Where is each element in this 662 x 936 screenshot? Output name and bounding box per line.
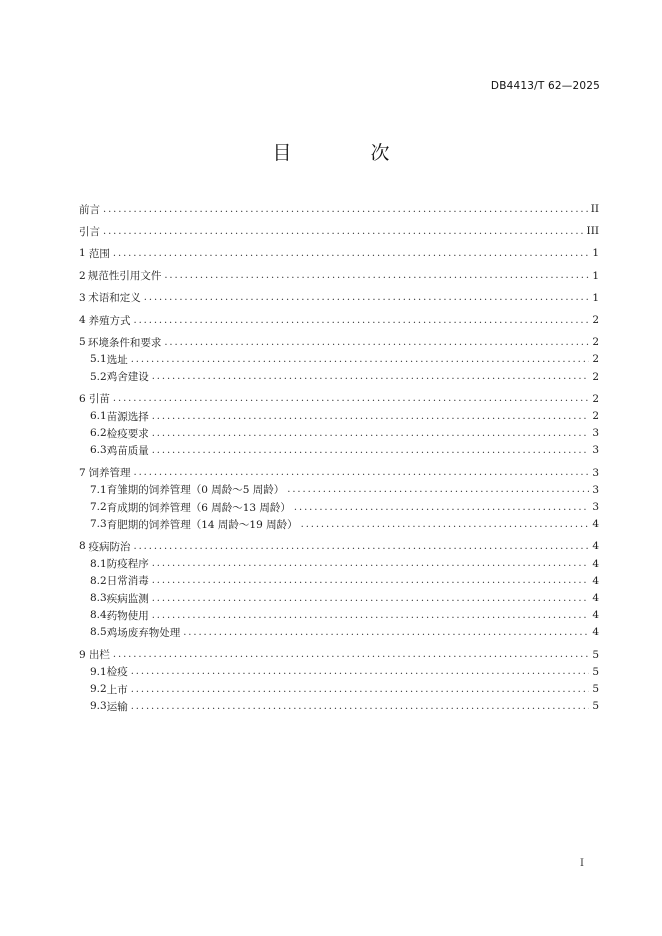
toc-entry-label: 环境条件和要求 (87, 336, 162, 349)
toc-entry-label: 检疫 (106, 666, 128, 679)
toc-entry-page: 4 (592, 609, 599, 622)
toc-entry-label: 育雏期的饲养管理（0 周龄～5 周龄） (106, 484, 285, 497)
toc-entry-page: 1 (592, 269, 599, 282)
toc-entry-number: 1 (79, 247, 86, 260)
toc-entry-label: 术语和定义 (88, 292, 141, 305)
toc-entry-label: 前言 (79, 203, 100, 216)
toc-entry[interactable] (79, 680, 599, 698)
document-code: DB4413/T 62—2025 (490, 80, 600, 92)
toc-dot-leader (134, 315, 590, 326)
toc-entry[interactable] (79, 589, 599, 607)
toc-dot-leader (131, 354, 590, 365)
toc-entry-label: 出栏 (88, 649, 110, 662)
toc-dot-leader (294, 502, 589, 513)
toc-dot-leader (103, 204, 588, 215)
toc-entry[interactable] (79, 697, 599, 715)
toc-entry[interactable] (79, 572, 599, 590)
toc-dot-leader (152, 558, 590, 569)
toc-entry-label: 疫病防治 (88, 540, 131, 553)
toc-entry-page: 3 (592, 466, 599, 479)
toc-dot-leader (164, 270, 589, 281)
toc-entry[interactable] (79, 390, 599, 408)
toc-entry-number: 6.3 (90, 444, 107, 457)
toc-entry-number: 9.2 (90, 683, 107, 695)
toc-entry[interactable] (79, 267, 599, 285)
toc-entry-label: 引言 (79, 225, 100, 238)
toc-dot-leader (113, 393, 589, 404)
toc-entry-label: 日常消毒 (106, 575, 149, 588)
toc-entry-page: 2 (592, 392, 599, 405)
toc-entry[interactable] (79, 623, 599, 641)
toc-entry-page: 3 (592, 483, 599, 496)
toc-entry[interactable] (79, 289, 599, 307)
toc-dot-leader (152, 411, 590, 422)
toc-entry[interactable] (79, 441, 599, 459)
toc-entry-page: 4 (592, 518, 599, 531)
toc-entry-label: 选址 (106, 353, 128, 366)
toc-entry-number: 8.3 (90, 592, 107, 604)
toc-entry-page: 3 (592, 501, 599, 513)
toc-dot-leader (152, 593, 590, 604)
toc-dot-leader (164, 337, 589, 348)
toc-dot-leader (183, 627, 589, 638)
toc-entry-page: III (586, 225, 599, 238)
toc-entry-page: 4 (592, 592, 599, 604)
toc-entry-number: 8.1 (90, 557, 107, 570)
toc-entry-number: 5.1 (90, 353, 107, 366)
toc-entry-page: 5 (592, 683, 599, 695)
toc-entry-number: 2 (79, 269, 86, 282)
toc-entry-number: 9 (79, 648, 86, 661)
toc-dot-leader (113, 649, 589, 660)
toc-dot-leader (134, 467, 590, 478)
toc-entry-page: 2 (592, 336, 599, 349)
toc-dot-leader (152, 371, 590, 382)
toc-dot-leader (103, 226, 584, 237)
toc-entry-page: 4 (592, 626, 599, 639)
toc-entry[interactable] (79, 663, 599, 681)
toc-entry[interactable] (79, 311, 599, 329)
toc-entry-number: 3 (79, 291, 86, 304)
toc-entry-number: 6.1 (90, 410, 107, 422)
toc-entry[interactable] (79, 333, 599, 351)
toc-entry-page: 4 (592, 574, 599, 587)
toc-entry-page: 5 (592, 665, 599, 678)
toc-entry-number: 5 (79, 336, 86, 349)
toc-entry-label: 上市 (106, 683, 128, 696)
toc-entry-label: 养殖方式 (88, 314, 131, 327)
toc-entry[interactable] (79, 200, 599, 218)
toc-dot-leader (134, 541, 590, 552)
toc-entry[interactable] (79, 498, 599, 516)
toc-entry-number: 7.2 (90, 501, 107, 513)
toc-entry[interactable] (79, 515, 599, 533)
toc-entry-label: 鸡场废弃物处理 (106, 626, 181, 639)
toc-entry-number: 7.3 (90, 518, 107, 531)
page-title: 目 次 (272, 142, 420, 164)
toc-entry-page: 4 (592, 540, 599, 553)
toc-entry-label: 鸡苗质量 (106, 444, 149, 457)
toc-entry[interactable] (79, 646, 599, 664)
toc-entry-label: 苗源选择 (106, 410, 149, 423)
toc-entry-number: 8.5 (90, 626, 107, 639)
toc-entry-page: 2 (592, 314, 599, 326)
toc-entry-page: 3 (592, 444, 599, 457)
toc-dot-leader (152, 445, 590, 456)
toc-entry[interactable] (79, 424, 599, 442)
toc-entry-number: 7 (79, 466, 86, 479)
toc-entry-label: 育肥期的饲养管理（14 周龄～19 周龄） (106, 518, 298, 531)
toc-entry-number: 6 (79, 392, 86, 405)
toc-entry[interactable] (79, 222, 599, 240)
toc-entry-number: 8 (79, 540, 86, 553)
toc-entry-label: 饲养管理 (88, 467, 131, 480)
toc-entry-page: 3 (592, 427, 599, 440)
toc-dot-leader (287, 484, 589, 495)
toc-entry-page: 2 (592, 370, 599, 383)
toc-entry-page: 2 (592, 410, 599, 422)
toc-entry[interactable] (79, 555, 599, 573)
toc-dot-leader (152, 610, 590, 621)
toc-entry[interactable] (79, 606, 599, 624)
toc-dot-leader (144, 292, 590, 303)
toc-entry[interactable] (79, 537, 599, 555)
toc-entry-page: 5 (592, 648, 599, 661)
toc-entry-number: 7.1 (90, 483, 107, 496)
toc-entry-number: 4 (79, 314, 86, 326)
toc-entry-label: 运输 (106, 700, 128, 713)
toc-entry-page: 5 (592, 700, 599, 713)
toc-entry-label: 检疫要求 (106, 427, 149, 440)
toc-entry-label: 防疫程序 (106, 558, 149, 571)
toc-entry-page: 2 (592, 353, 599, 366)
toc-entry[interactable] (79, 350, 599, 368)
toc-dot-leader (131, 684, 590, 695)
toc-entry-page: II (590, 203, 599, 215)
toc-entry[interactable] (79, 244, 599, 262)
toc-entry-number: 8.2 (90, 574, 107, 587)
toc-dot-leader (301, 519, 590, 530)
toc-entry-page: 4 (592, 557, 599, 570)
toc-entry[interactable] (79, 464, 599, 482)
toc-entry-page: 1 (592, 291, 599, 304)
toc-entry-label: 疾病监测 (106, 592, 149, 605)
toc-entry-label: 规范性引用文件 (87, 270, 162, 283)
toc-entry[interactable] (79, 368, 599, 386)
toc-entry-number: 5.2 (90, 370, 107, 383)
toc-entry-label: 药物使用 (106, 609, 149, 622)
toc-entry-label: 范围 (88, 247, 110, 260)
toc-entry-number: 9.1 (90, 665, 107, 678)
toc-dot-leader (113, 248, 589, 259)
toc-entry-number: 6.2 (90, 427, 107, 440)
toc-entry-page: 1 (592, 247, 599, 260)
toc-dot-leader (152, 428, 590, 439)
toc-entry[interactable] (79, 407, 599, 425)
toc-entry[interactable] (79, 481, 599, 499)
footer-page-number: I (580, 858, 584, 869)
toc-entry-label: 引苗 (88, 393, 110, 406)
toc-dot-leader (131, 701, 590, 712)
toc-entry-number: 9.3 (90, 700, 107, 713)
toc-entry-label: 鸡舍建设 (106, 371, 149, 384)
toc-dot-leader (152, 575, 590, 586)
toc-entry-number: 8.4 (90, 609, 107, 622)
toc-dot-leader (131, 666, 590, 677)
toc-entry-label: 育成期的饲养管理（6 周龄～13 周龄） (106, 501, 291, 514)
